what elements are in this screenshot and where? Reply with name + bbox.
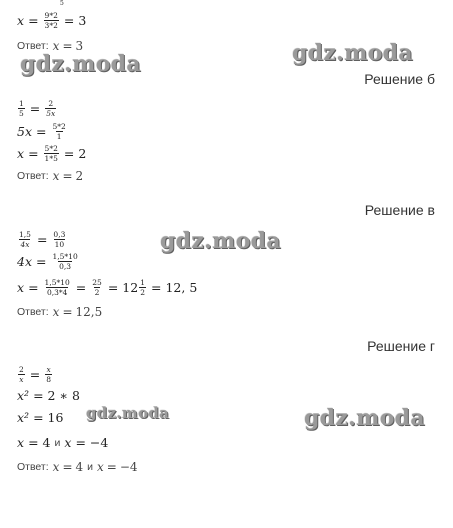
result-value: 2 (78, 146, 87, 161)
denominator: 10 (54, 240, 65, 249)
denominator: 1*5 (44, 154, 58, 163)
cut-off-digit: 5 (60, 0, 64, 7)
variable: x (64, 435, 72, 450)
numerator: 1 (140, 278, 145, 287)
equals-sign: = (33, 410, 44, 425)
variable: x (52, 460, 60, 474)
denominator: 2 (94, 288, 100, 297)
fraction (52, 252, 79, 271)
variable: x (17, 435, 25, 450)
fraction (18, 230, 32, 249)
fraction (44, 278, 71, 297)
conjunction: и (54, 436, 61, 449)
equals-sign: = (62, 39, 73, 53)
numerator: 5*2 (52, 122, 66, 131)
fraction (91, 278, 103, 297)
equals-sign: = (29, 367, 41, 382)
fraction (52, 230, 66, 249)
equation-v-line3 (17, 278, 197, 297)
denominator: 8 (46, 375, 52, 384)
numerator: 5*2 (44, 144, 58, 153)
expression: 2 ∗ 8 (47, 388, 80, 403)
whole-part: 12 (122, 280, 139, 295)
numerator: 25 (92, 278, 102, 287)
fraction (45, 99, 56, 118)
equation-g-line2 (17, 388, 80, 403)
answer-v (17, 305, 102, 319)
expression: x² (17, 388, 30, 403)
answer-value: 4 (75, 460, 84, 474)
result-value: 16 (47, 410, 64, 425)
equals-sign: = (36, 124, 47, 139)
heading-solution-g: Решение г (367, 338, 435, 354)
answer-value: 3 (75, 39, 84, 53)
equation-b-line3 (17, 144, 86, 163)
watermark: gdz.moda (292, 40, 413, 66)
equals-sign: = (28, 13, 39, 28)
numerator: x (46, 365, 51, 374)
equation-g-line1 (17, 365, 53, 384)
conjunction: и (87, 461, 94, 473)
mixed-number (122, 278, 147, 297)
heading-solution-v: Решение в (364, 202, 435, 218)
fraction (45, 365, 52, 384)
numerator: 1,5*10 (52, 252, 78, 261)
answer-value: 12,5 (75, 305, 103, 319)
heading-solution-b: Решение б (364, 71, 435, 87)
equals-sign: = (62, 169, 73, 183)
equals-sign: = (75, 435, 86, 450)
equals-sign: = (63, 146, 75, 161)
equation-a-line1 (17, 11, 86, 30)
variable: x (17, 146, 25, 161)
equals-sign: = (36, 232, 48, 247)
numerator: 2 (48, 99, 54, 108)
fraction (18, 365, 25, 384)
denominator: 0,3 (59, 262, 72, 271)
numerator: 1,5*10 (44, 278, 70, 287)
answer-label: Ответ: (17, 170, 49, 182)
equation-g-line3 (17, 410, 63, 425)
watermark: gdz.moda (160, 228, 281, 254)
value: 4 (42, 435, 51, 450)
numerator: 1 (19, 99, 24, 108)
denominator: 1 (56, 132, 62, 141)
equation-v-line1 (17, 230, 67, 249)
denominator: 5x (46, 109, 56, 118)
watermark: gdz.moda (20, 51, 141, 77)
expression: x² (17, 410, 30, 425)
numerator: 1,5 (19, 230, 31, 239)
answer-b (17, 169, 83, 183)
equals-sign: = (106, 460, 117, 474)
variable: x (52, 169, 60, 183)
denominator: 3*2 (44, 21, 58, 30)
answer-label: Ответ: (17, 461, 49, 473)
numerator: 2 (19, 365, 24, 374)
expression: 4x (17, 254, 33, 269)
denominator: 4x (20, 240, 30, 249)
fraction (139, 278, 146, 297)
equals-sign: = (62, 305, 73, 319)
equation-b-line1 (17, 99, 57, 118)
variable: x (17, 280, 25, 295)
denominator: 5 (19, 109, 24, 118)
fraction (44, 11, 59, 30)
equals-sign: = (107, 280, 119, 295)
equals-sign: = (33, 388, 44, 403)
fraction (18, 99, 25, 118)
expression: 5x (17, 124, 33, 139)
answer-value: −4 (119, 460, 138, 474)
equals-sign: = (28, 146, 39, 161)
numerator: 0,3 (53, 230, 66, 239)
equation-g-line4 (17, 435, 108, 450)
answer-g (17, 460, 138, 474)
variable: x (52, 39, 60, 53)
equals-sign: = (62, 460, 73, 474)
equals-sign: = (28, 280, 39, 295)
equals-sign: = (36, 254, 47, 269)
numerator: 9*2 (44, 11, 58, 20)
equals-sign: = (75, 280, 87, 295)
equation-b-line2 (17, 122, 68, 141)
answer-label: Ответ: (17, 306, 49, 318)
watermark: gdz.moda (86, 404, 170, 422)
denominator: x (19, 375, 24, 384)
denominator: 2 (140, 288, 145, 297)
variable: x (97, 460, 104, 474)
result-value: 12, 5 (165, 280, 198, 295)
equals-sign: = (28, 435, 39, 450)
result-value: 3 (78, 13, 87, 28)
answer-label: Ответ: (17, 40, 49, 52)
equals-sign: = (29, 101, 41, 116)
value: −4 (89, 435, 109, 450)
watermark: gdz.moda (304, 405, 425, 431)
equals-sign: = (63, 13, 75, 28)
variable: x (17, 13, 25, 28)
denominator: 0,3*4 (46, 288, 68, 297)
answer-value: 2 (75, 169, 84, 183)
variable: x (52, 305, 60, 319)
fraction (52, 122, 67, 141)
equals-sign: = (150, 280, 162, 295)
fraction (44, 144, 59, 163)
equation-v-line2 (17, 252, 80, 271)
